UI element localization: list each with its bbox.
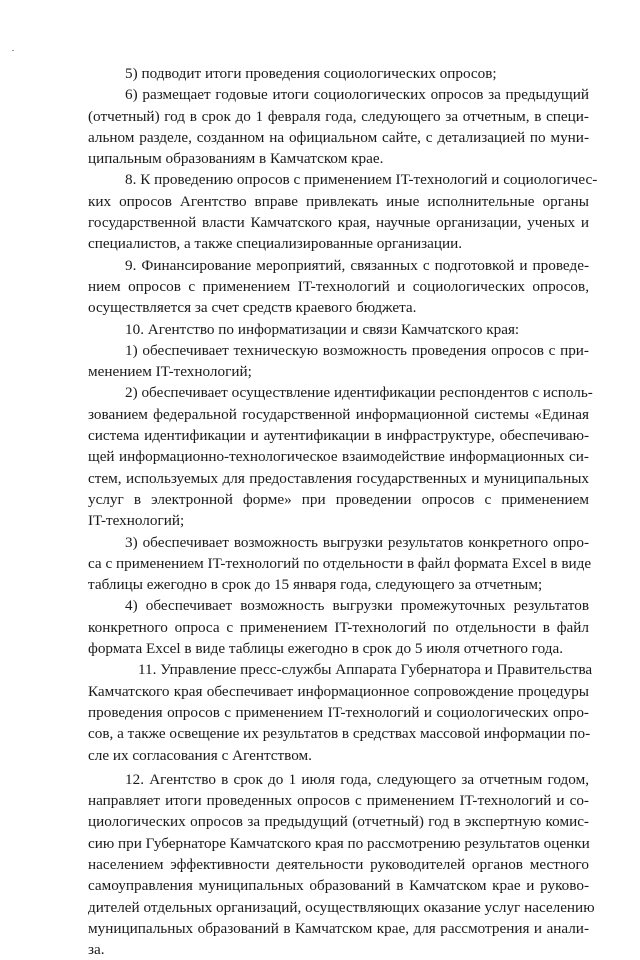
text-line: нием опросов с применением IT-технологий и социологических опросов, <box>88 277 589 295</box>
text-line: таблицы ежегодно в срок до 15 января года, следующего за отчетным; <box>88 576 543 594</box>
text-line: система идентификации и аутентификации в инфраструктуре, обеспечиваю- <box>88 427 589 445</box>
text-line: 9. Финансирование мероприятий, связанных с подготовкой и проведе- <box>125 256 589 274</box>
list-item-6 <box>88 84 589 169</box>
document-body <box>88 63 598 960</box>
text-line: 8. К проведению опросов с применением IT-технологий и социологичес- <box>125 171 598 189</box>
paragraph-10-item-4 <box>88 595 589 659</box>
text-line: 12. Агентство в срок до 1 июля года, следующего за отчетным годом, <box>125 770 589 788</box>
text-line: 11. Управление пресс-службы Аппарата Губернатора и Правительства <box>138 661 593 679</box>
text-line: услуг в электронной форме» при проведении опросов с применением <box>88 490 589 508</box>
text-line: за. <box>88 941 105 959</box>
scan-mark <box>12 50 14 51</box>
text-line: сию при Губернаторе Камчатского края по рассмотрению результатов оценки <box>88 834 590 852</box>
text-line: зованием федеральной государственной информационной системы «Единая <box>88 405 589 423</box>
text-line: специалистов, а также специализированные организации. <box>88 235 463 253</box>
text-line: 3) обеспечивает возможность выгрузки результатов конкретного опро- <box>125 533 589 551</box>
text-line: Камчатского края обеспечивает информационное сопровождение процедуры <box>88 682 589 700</box>
text-line: сле их согласования с Агентством. <box>88 746 312 764</box>
list-item-5 <box>88 63 589 84</box>
text-line: 10. Агентство по информатизации и связи Камчатского края: <box>125 320 520 338</box>
text-line: направляет итоги проведенных опросов с применением IT-технологий и со- <box>88 792 589 810</box>
text-line: 5) подводит итоги проведения социологических опросов; <box>125 65 497 82</box>
paragraph-10-item-3 <box>88 532 592 596</box>
paragraph-12 <box>88 769 595 960</box>
text-line: населением эффективности деятельности руководителей органов местного <box>88 855 589 873</box>
text-line: 2) обеспечивает осуществление идентификации респондентов с исполь- <box>125 384 593 402</box>
text-line: осуществляется за счет средств краевого бюджета. <box>88 299 417 317</box>
text-line: стем, используемых для предоставления государственных и муниципальных <box>88 469 589 487</box>
text-line: 4) обеспечивает возможность выгрузки промежуточных результатов <box>125 597 589 615</box>
paragraph-9 <box>88 255 589 319</box>
text-line: са с применением IT-технологий по отдельности в файл формата Excel в виде <box>88 554 592 572</box>
text-line: ких опросов Агентство вправе привлекать иные исполнительные органы <box>88 192 589 210</box>
text-line: циологических опросов за предыдущий (отчетный) год в экспертную комис- <box>88 813 589 831</box>
text-line: сов, а также освещение их результатов в средствах массовой информации по- <box>88 725 591 743</box>
text-line: 6) размещает годовые итоги социологических опросов за предыдущий <box>125 86 589 104</box>
text-line: альном разделе, созданном на официальном сайте, с детализацией по муни- <box>88 128 589 146</box>
text-line: формата Excel в виде таблицы ежегодно в срок до 5 июля отчетного года. <box>88 640 564 658</box>
text-line: государственной власти Камчатского края, научные организации, ученых и <box>88 214 589 232</box>
text-line: самоуправления муниципальных образований в Камчатском крае и руково- <box>88 877 589 895</box>
text-line: конкретного опроса с применением IT-технологий по отдельности в файл <box>88 618 589 636</box>
text-line: проведения опросов с применением IT-технологий и социологических опро- <box>88 703 589 721</box>
paragraph-10-item-2 <box>88 382 593 531</box>
paragraph-10 <box>88 319 589 340</box>
paragraph-8 <box>88 169 598 254</box>
text-line: ципальным образованиям в Камчатском крае. <box>88 150 384 168</box>
text-line: 1) обеспечивает техническую возможность проведения опросов с при- <box>125 341 589 359</box>
paragraph-11 <box>88 659 593 765</box>
text-line: IT-технологий; <box>88 512 185 530</box>
text-line: (отчетный) год в срок до 1 февраля года, следующего за отчетным, в специ- <box>88 107 589 125</box>
paragraph-10-item-1 <box>88 340 589 383</box>
text-line: муниципальных образований в Камчатском крае, для рассмотрения и анали- <box>88 919 589 937</box>
text-line: менением IT-технологий; <box>88 363 252 381</box>
text-line: дителей отдельных организаций, осуществляющих оказание услуг населению <box>88 898 595 916</box>
text-line: щей информационно-технологическое взаимодействие информационных си- <box>88 448 589 466</box>
